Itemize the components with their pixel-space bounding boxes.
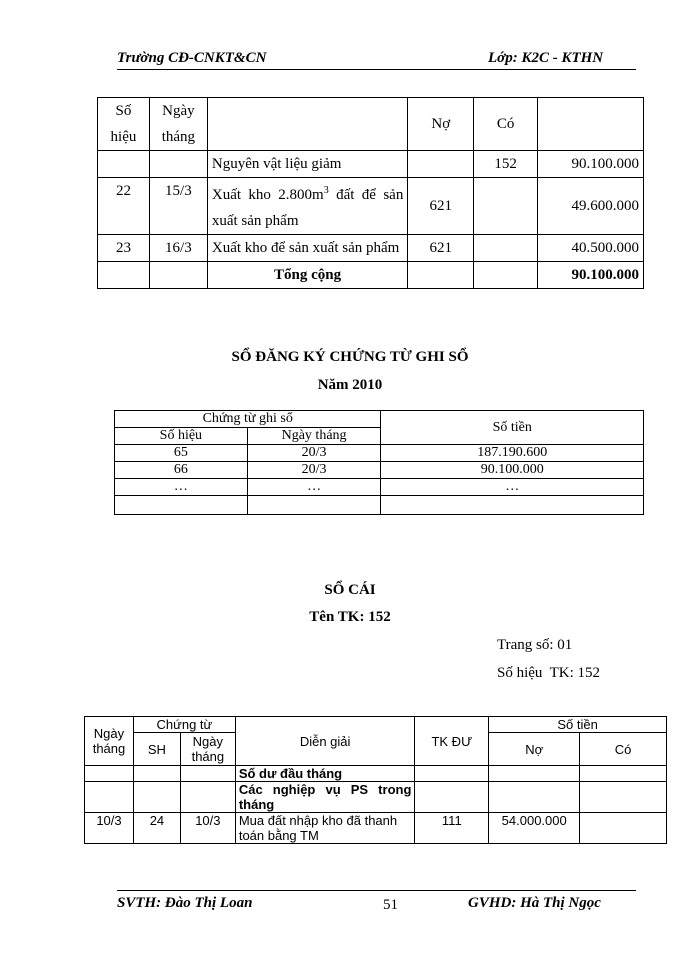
register-group-header: Chứng từ ghi sổ (115, 411, 381, 428)
register-col-so-tien: Số tiền (381, 411, 644, 445)
table-row: … … … (115, 479, 644, 496)
voucher-table (97, 97, 644, 289)
ledger-col-no: Nợ (489, 733, 580, 766)
ledger-account: Tên TK: 152 (309, 609, 391, 625)
total-row (98, 262, 644, 289)
table-row: Nguyên vật liệu giảm 152 90.100.000 (98, 151, 644, 178)
table-row: 23 16/3 Xuất kho để sản xuất sản phẩm 621 40.500.000 (98, 235, 644, 262)
ledger-title: SỔ CÁI (324, 582, 376, 598)
ledger-col-ngay-thang: Ngày tháng (85, 717, 134, 766)
footer-advisor: GVHD: Hà Thị Ngọc (468, 895, 601, 911)
ledger-account-no: Số hiệu TK: 152 (497, 665, 601, 681)
ledger-col-co: Có (580, 733, 667, 766)
ledger-col-so-tien: Số tiền (489, 717, 667, 733)
register-title: SỔ ĐĂNG KÝ CHỨNG TỪ GHI SỔ (231, 349, 469, 365)
col-ngay-thang: Ngày tháng (149, 98, 207, 151)
col-no: Nợ (408, 98, 474, 151)
voucher-header-row (98, 98, 644, 151)
table-row: 65 20/3 187.190.600 (115, 445, 644, 462)
ledger-col-chung-tu: Chứng từ (133, 717, 235, 733)
header-school: Trường CĐ-CNKT&CN (117, 50, 267, 66)
header-rule (117, 69, 636, 70)
header-class: Lớp: K2C - KTHN (488, 50, 604, 66)
table-row: Các nghiệp vụ PS trong tháng (85, 782, 667, 813)
col-so-hieu: Số hiệu (98, 98, 150, 151)
table-row (115, 496, 644, 515)
col-so-tien (538, 98, 644, 151)
ledger-col-tk-du: TK ĐƯ (415, 717, 489, 766)
register-col-so-hieu: Số hiệu (115, 428, 248, 445)
ledger-page: Trang số: 01 (497, 637, 573, 653)
row-description: Xuất kho $2.800m^3$ đất để sản xuất sản phẩm (207, 178, 407, 235)
table-row: 22 15/3 Xuất kho $2.800m^3$ đất để sản xuất sản phẩm 621 49.600.000 (98, 178, 644, 235)
footer-rule (117, 890, 636, 891)
table-row: Số dư đầu tháng (85, 766, 667, 782)
ledger-col-ngay: Ngày tháng (180, 733, 235, 766)
table-row: 66 20/3 90.100.000 (115, 462, 644, 479)
col-co: Có (474, 98, 538, 151)
total-amount: 90.100.000 (538, 262, 644, 289)
col-dien-giai (207, 98, 407, 151)
ledger-col-sh: SH (133, 733, 180, 766)
ledger-col-dien-giai: Diễn giải (235, 717, 415, 766)
register-table (114, 410, 644, 515)
register-col-ngay: Ngày tháng (247, 428, 381, 445)
ledger-table (84, 716, 667, 844)
total-label: Tổng cộng (207, 262, 407, 289)
page-number: 51 (383, 897, 398, 913)
register-year: Năm 2010 (317, 377, 383, 393)
footer-student: SVTH: Đào Thị Loan (117, 895, 253, 911)
table-row: 10/3 24 10/3 Mua đất nhập kho đã thanh toán bằng TM 111 54.000.000 (85, 813, 667, 844)
